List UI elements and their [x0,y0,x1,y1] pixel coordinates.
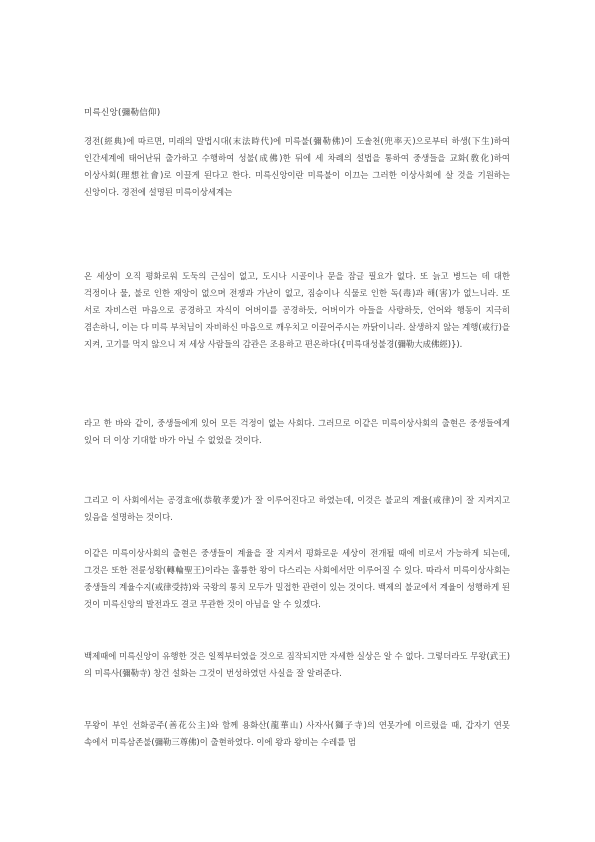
paragraph-ideal-world-quote: 온 세상이 오직 평화로워 도둑의 근심이 없고, 도시나 시골이나 문을 잠글 필요가 없다. 또 늙고 병드는 데 대한 걱정이나 물, 불로 인한 재앙이 없으며 전쟁과 가난이 없고, 짐승이나 식물로 인한 독(毒)과 해(害)가 없느니라. 또 서로 자비스런 마음으로 공경하고 자식이 어버이를 공경하듯, 어버이가 아들을 사랑하듯, 언어와 행동이 지극히 겸손하니, 이는 다 미륵 부처님이 자비하신 마음으로 깨우치고 이끌어주시는 까닭이니라. 살생하지 않는 계행(戒行)을 지켜, 고기를 먹지 않으니 저 세상 사람들의 감관은 조용하고 편온하다({미륵대성불경(彌勒大成佛經)}). [84,271,510,349]
paragraph-scripture-intro: 경전(經典)에 따르면, 미래의 말법시대(末法時代)에 미륵불(彌勒佛)이 도솔천(兜率天)으로부터 하생(下生)하여 인간세계에 태어난뒤 출가하고 수행하여 성불(成佛)한 뒤에 세 차례의 설법을 통하여 중생들을 교화(敎化)하여 이상사회(理想社會)로 이끌게 된다고 한다. 미륵신앙이란 미륵불이 이끄는 그러한 이상사회에 살 것을 기원하는 신앙이다. 경전에 설명된 미륵이상세계는 [84,136,510,197]
paragraph-mireuksa-legend: 무왕이 부인 선화공주(善花公主)와 함께 용화산(龍華山) 사자사(獅子寺)의 연못가에 이르렀을 때, 갑자기 연못 속에서 미륵삼존불(彌勒三尊佛)이 출현하였다. 이에 왕과 왕비는 수레를 멈 [84,720,510,747]
paragraph-baekje-maitreya: 백제때에 미륵신앙이 유행한 것은 일찍부터였을 것으로 짐작되지만 자세한 실상은 알 수 없다. 그렇더라도 무왕(武王)의 미륵사(彌勒寺) 창건 설화는 그것이 번성하였던 사실을 잘 알려준다. [84,651,510,678]
paragraph-chakravartin-king: 이같은 미륵이상사회의 출현은 중생들이 계율을 잘 지켜서 평화로운 세상이 전개될 때에 비로서 가능하게 되는데, 그것은 또한 전륜성왕(轉輪聖王)이라는 훌륭한 왕이 다스리는 사회에서만 이루어질 수 있다. 따라서 미륵이상사회는 중생들의 계율수지(戒律受持)와 국왕의 통치 모두가 밀접한 관련이 있는 것이다. 백제의 불교에서 계율이 성행하게 된 것이 미륵신앙의 발전과도 결코 무관한 것이 아님을 알 수 있겠다. [84,548,510,609]
paragraph-society-without-worry: 라고 한 바와 같이, 중생들에게 있어 모든 걱정이 없는 사회다. 그러므로 이같은 미륵이상사회의 출현은 중생들에게 있어 더 이상 기대할 바가 아닐 수 없었을 것이다. [84,418,510,445]
document-title: 미륵신앙(彌勒信仰) [84,108,161,118]
paragraph-precepts: 그리고 이 사회에서는 공경효애(恭敬孝愛)가 잘 이루어진다고 하였는데, 이것은 불교의 계율(戒律)이 잘 지켜지고 있음을 설명하는 것이다. [84,495,510,522]
